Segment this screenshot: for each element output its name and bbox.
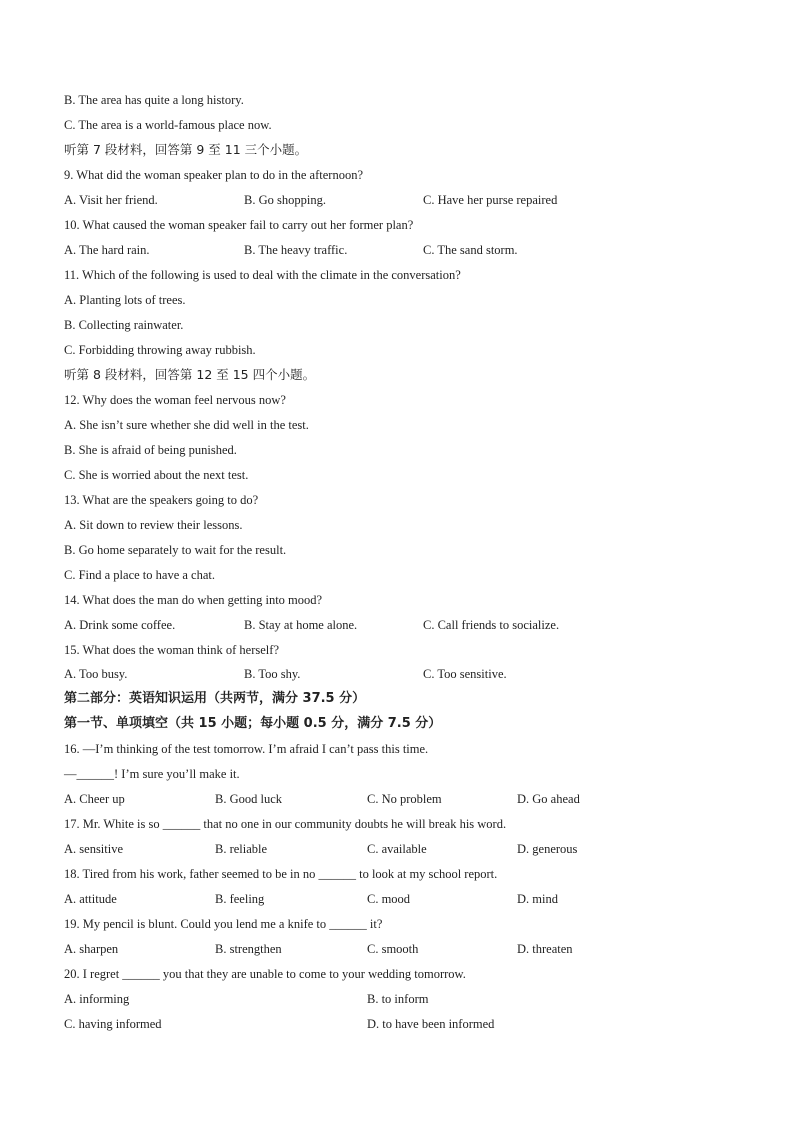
q16-option-c: C. No problem xyxy=(367,792,442,806)
q18-option-c: C. mood xyxy=(367,892,411,906)
q10-stem: 10. What caused the woman speaker fail to carry out her former plan? xyxy=(64,218,414,232)
q9-option-b: B. Go shopping. xyxy=(244,193,326,207)
q9-options xyxy=(64,192,744,208)
q12-option-b: B. She is afraid of being punished. xyxy=(64,443,237,457)
q18-option-a: A. attitude xyxy=(64,892,117,906)
q15-option-b: B. Too shy. xyxy=(244,667,301,681)
q17-options xyxy=(64,841,744,857)
q12-option-a: A. She isn’t sure whether she did well in the test. xyxy=(64,418,309,432)
q16-stem-reply: —______! I’m sure you’ll make it. xyxy=(64,767,240,781)
q8-option-c: C. The area is a world-famous place now. xyxy=(64,118,272,132)
q8-option-b: B. The area has quite a long history. xyxy=(64,93,244,107)
q17-option-a: A. sensitive xyxy=(64,842,124,856)
q19-options xyxy=(64,941,744,957)
q19-option-b: B. strengthen xyxy=(215,942,282,956)
q9-option-a: A. Visit her friend. xyxy=(64,193,158,207)
q19-stem: 19. My pencil is blunt. Could you lend me a knife to ______ it? xyxy=(64,917,383,931)
q17-option-b: B. reliable xyxy=(215,842,268,856)
instruction-passage-8: 听第 8 段材料，回答第 12 至 15 四个小题。 xyxy=(64,367,316,382)
q20-option-c: C. having informed xyxy=(64,1017,162,1031)
q18-stem: 18. Tired from his work, father seemed to be in no ______ to look at my school report. xyxy=(64,867,498,881)
q15-option-c: C. Too sensitive. xyxy=(423,667,507,681)
q18-option-d: D. mind xyxy=(517,892,558,906)
q17-option-d: D. generous xyxy=(517,842,578,856)
q14-stem: 14. What does the man do when getting into mood? xyxy=(64,593,323,607)
q13-option-a: A. Sit down to review their lessons. xyxy=(64,518,243,532)
q13-option-b: B. Go home separately to wait for the result. xyxy=(64,543,287,557)
q10-option-c: C. The sand storm. xyxy=(423,243,518,257)
q13-stem: 13. What are the speakers going to do? xyxy=(64,493,259,507)
q16-option-b: B. Good luck xyxy=(215,792,283,806)
q15-option-a: A. Too busy. xyxy=(64,667,128,681)
q15-stem: 15. What does the woman think of herself? xyxy=(64,643,279,657)
q14-options xyxy=(64,617,744,633)
q11-stem: 11. Which of the following is used to deal with the climate in the conversation? xyxy=(64,268,461,282)
q14-option-b: B. Stay at home alone. xyxy=(244,618,358,632)
q11-option-c: C. Forbidding throwing away rubbish. xyxy=(64,343,256,357)
q20-option-d: D. to have been informed xyxy=(367,1017,495,1031)
q16-option-a: A. Cheer up xyxy=(64,792,125,806)
q10-option-a: A. The hard rain. xyxy=(64,243,150,257)
q20-options-row2 xyxy=(64,1016,744,1032)
q20-option-a: A. informing xyxy=(64,992,130,1006)
q14-option-a: A. Drink some coffee. xyxy=(64,618,176,632)
q20-option-b: B. to inform xyxy=(367,992,429,1006)
q18-options xyxy=(64,891,744,907)
q9-stem: 9. What did the woman speaker plan to do in the afternoon? xyxy=(64,168,363,182)
q12-stem: 12. Why does the woman feel nervous now? xyxy=(64,393,286,407)
q18-option-b: B. feeling xyxy=(215,892,265,906)
q12-option-c: C. She is worried about the next test. xyxy=(64,468,249,482)
q19-option-a: A. sharpen xyxy=(64,942,119,956)
q20-options-row1 xyxy=(64,991,744,1007)
q19-option-c: C. smooth xyxy=(367,942,419,956)
q10-option-b: B. The heavy traffic. xyxy=(244,243,348,257)
q10-options xyxy=(64,242,744,258)
q13-option-c: C. Find a place to have a chat. xyxy=(64,568,215,582)
q16-stem: 16. —I’m thinking of the test tomorrow. I’m afraid I can’t pass this time. xyxy=(64,742,429,756)
q20-stem: 20. I regret ______ you that they are unable to come to your wedding tomorrow. xyxy=(64,967,466,981)
q15-options xyxy=(64,666,744,682)
q9-option-c: C. Have her purse repaired xyxy=(423,193,558,207)
q11-option-b: B. Collecting rainwater. xyxy=(64,318,184,332)
q11-option-a: A. Planting lots of trees. xyxy=(64,293,186,307)
section1-heading: 第一节、单项填空（共 15 小题；每小题 0.5 分，满分 7.5 分） xyxy=(64,716,442,731)
part2-heading: 第二部分：英语知识运用（共两节，满分 37.5 分） xyxy=(64,691,366,706)
q16-options xyxy=(64,791,744,807)
instruction-passage-7: 听第 7 段材料，回答第 9 至 11 三个小题。 xyxy=(64,142,308,157)
q16-option-d: D. Go ahead xyxy=(517,792,580,806)
q17-option-c: C. available xyxy=(367,842,427,856)
q14-option-c: C. Call friends to socialize. xyxy=(423,618,560,632)
q17-stem: 17. Mr. White is so ______ that no one in our community doubts he will break his word. xyxy=(64,817,507,831)
q19-option-d: D. threaten xyxy=(517,942,573,956)
